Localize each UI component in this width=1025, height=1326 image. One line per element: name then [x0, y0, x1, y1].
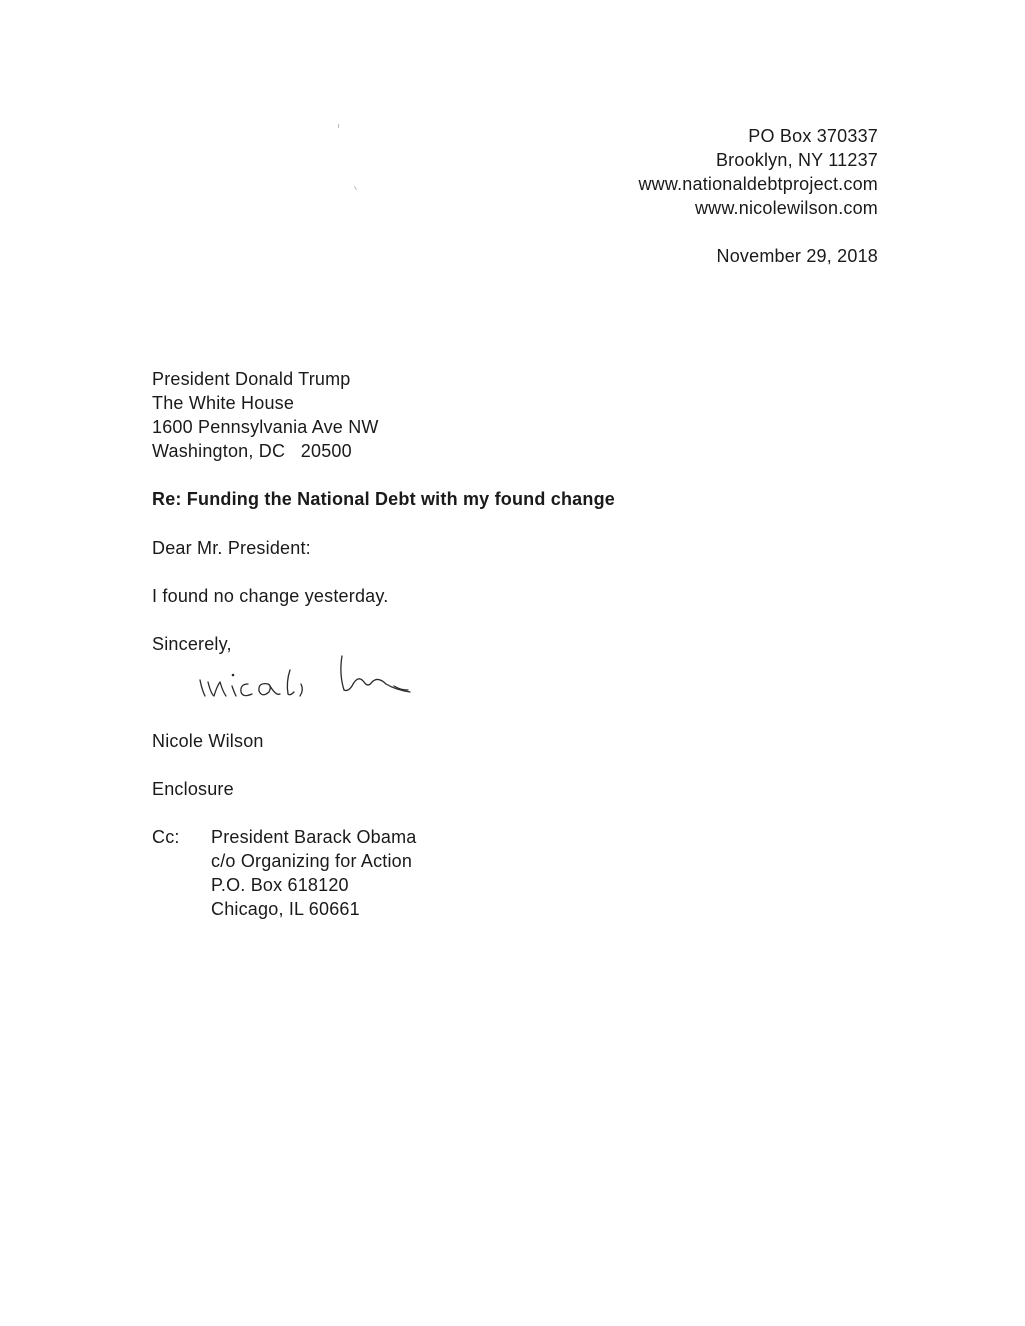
cc-line: Chicago, IL 60661: [211, 899, 360, 919]
sender-po-box: PO Box 370337: [748, 126, 878, 146]
scan-speck: [354, 186, 357, 190]
scan-speck: [338, 124, 339, 128]
signature-text: Nicole Wilson: [196, 708, 203, 709]
subject-line: Re: Funding the National Debt with my found change: [152, 489, 615, 509]
cc-line: P.O. Box 618120: [211, 875, 349, 895]
sender-website-1: www.nationaldebtproject.com: [638, 174, 878, 194]
signer-name: Nicole Wilson: [152, 731, 264, 751]
recipient-street: 1600 Pennsylvania Ave NW: [152, 417, 379, 437]
sender-city-state-zip: Brooklyn, NY 11237: [715, 150, 878, 170]
letter-date: November 29, 2018: [716, 246, 878, 266]
salutation: Dear Mr. President:: [152, 538, 311, 558]
handwritten-signature: [196, 650, 426, 710]
recipient-name: President Donald Trump: [152, 369, 351, 389]
cc-line: President Barack Obama: [211, 827, 417, 847]
letter-body: I found no change yesterday.: [152, 586, 389, 606]
cc-line: c/o Organizing for Action: [211, 851, 413, 871]
sender-website-2: www.nicolewilson.com: [694, 198, 878, 218]
recipient-organization: The White House: [152, 393, 295, 413]
enclosure-note: Enclosure: [152, 779, 234, 799]
closing: Sincerely,: [152, 634, 232, 654]
recipient-city-state-zip: Washington, DC 20500: [152, 441, 352, 461]
cc-label: Cc:: [152, 827, 180, 847]
